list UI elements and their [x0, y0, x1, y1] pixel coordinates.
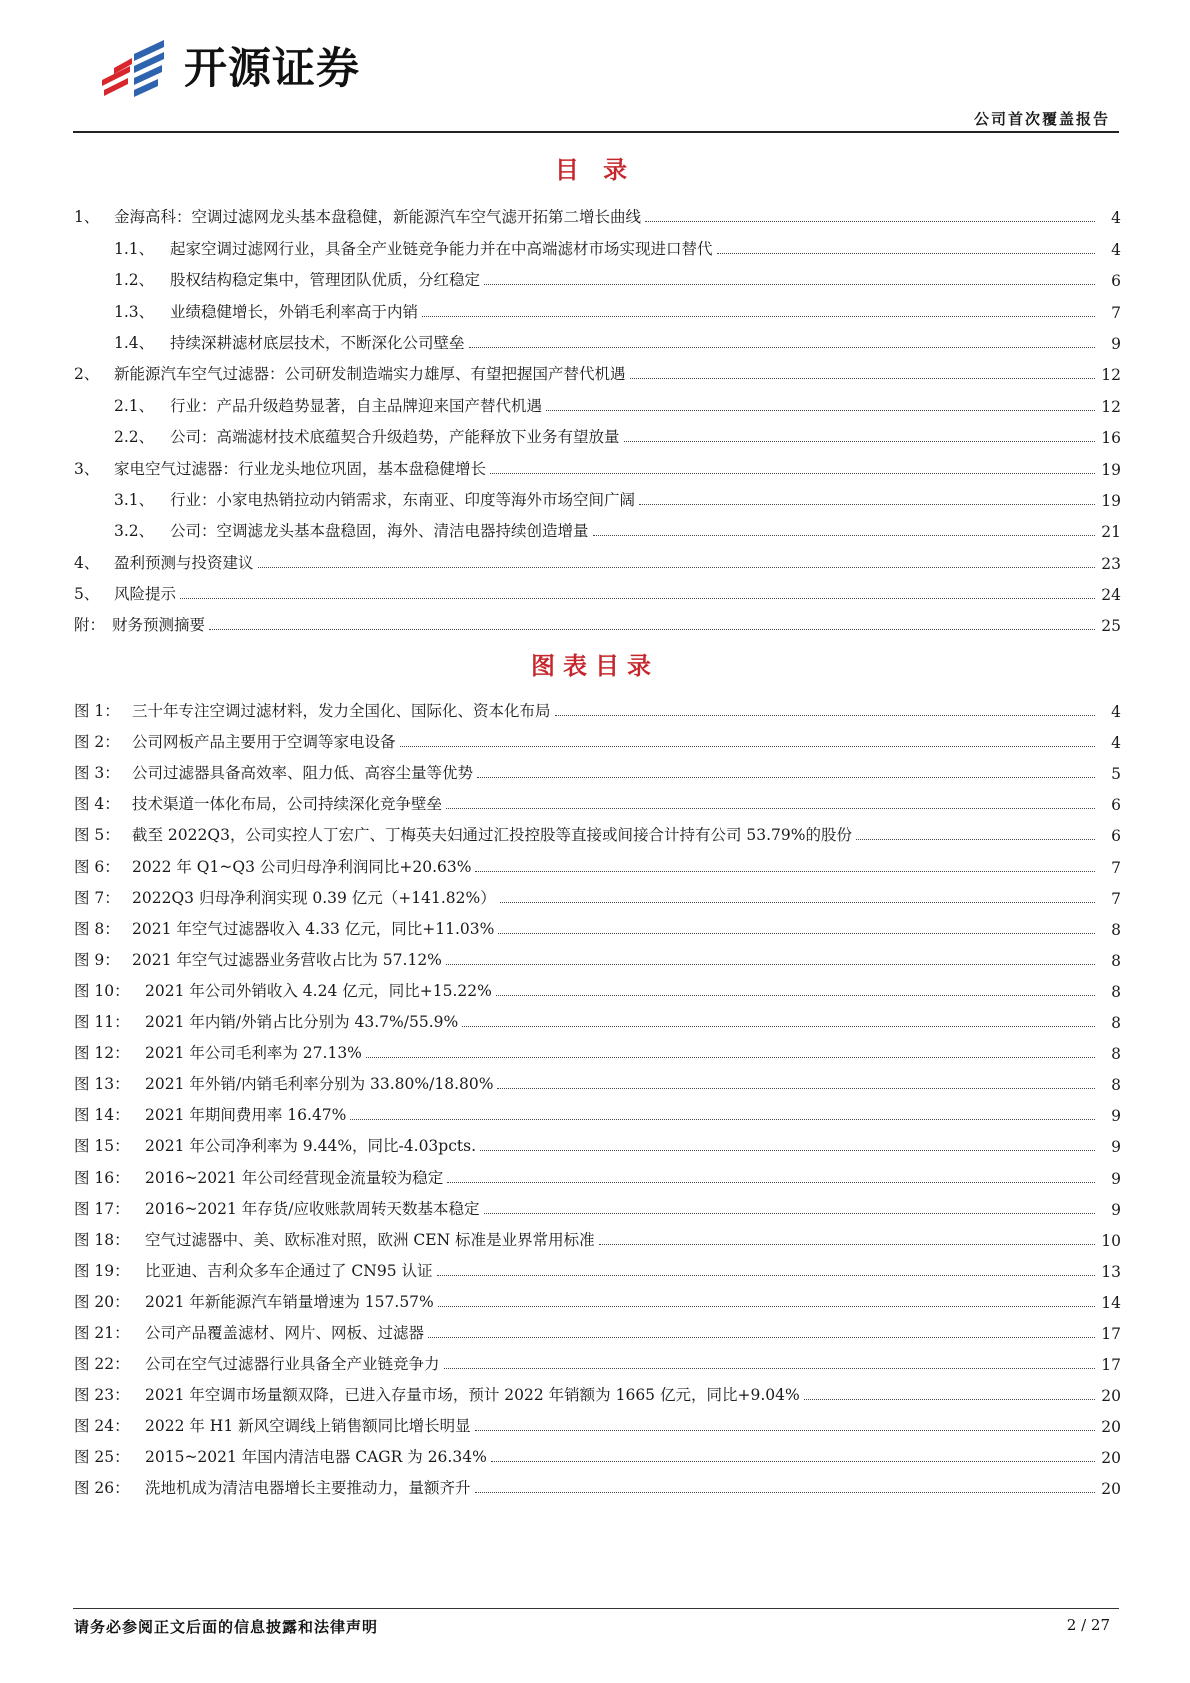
toc-entry[interactable] — [74, 227, 1121, 258]
figure-entry-title: 公司在空气过滤器行业具备全产业链竞争力 — [145, 1355, 440, 1374]
dot-leader — [437, 1275, 1095, 1276]
dot-leader — [491, 1461, 1095, 1462]
figure-entry[interactable] — [74, 1467, 1121, 1498]
dot-leader — [209, 629, 1095, 630]
figure-entry-page: 6 — [1111, 827, 1121, 846]
dot-leader — [593, 535, 1095, 536]
dot-leader — [500, 902, 1095, 903]
toc-entry-page: 24 — [1101, 586, 1121, 605]
figure-entry[interactable] — [74, 1405, 1121, 1436]
figure-entry-number: 图 20： — [74, 1292, 130, 1311]
figure-entry[interactable] — [74, 1312, 1121, 1343]
figure-entry-page: 17 — [1101, 1356, 1121, 1375]
figure-entry-number: 图 10： — [74, 981, 130, 1000]
dot-leader — [366, 1057, 1095, 1058]
table-of-contents — [74, 196, 1121, 635]
figure-entry-number: 图 24： — [74, 1417, 130, 1436]
dot-leader — [446, 808, 1095, 809]
figure-entry-page: 9 — [1111, 1169, 1121, 1188]
figure-entry-number: 图 3： — [74, 764, 120, 783]
figure-entry-number: 图 12： — [74, 1044, 130, 1063]
figure-entry-title: 2022 年 H1 新风空调线上销售额同比增长明显 — [145, 1417, 471, 1436]
figure-entry-page: 20 — [1101, 1480, 1121, 1499]
toc-entry-page: 7 — [1111, 303, 1121, 322]
figure-entry-number: 图 13： — [74, 1075, 130, 1094]
figure-entry[interactable] — [74, 1001, 1121, 1032]
figure-entry-title: 2015~2021 年国内清洁电器 CAGR 为 26.34% — [145, 1448, 487, 1467]
dot-leader — [400, 746, 1095, 747]
figure-entry-page: 20 — [1101, 1418, 1121, 1437]
figure-entry-number: 图 16： — [74, 1168, 130, 1187]
figure-entry-title: 比亚迪、吉利众多车企通过了 CN95 认证 — [145, 1261, 433, 1280]
figure-entry-title: 2021 年公司外销收入 4.24 亿元，同比+15.22% — [145, 981, 492, 1000]
toc-entry[interactable] — [74, 416, 1121, 447]
dot-leader — [546, 410, 1095, 411]
figure-entry-page: 10 — [1101, 1231, 1121, 1250]
figure-entry-title: 2021 年空气过滤器收入 4.33 亿元，同比+11.03% — [132, 919, 495, 938]
toc-entry-title: 股权结构稳定集中，管理团队优质，分红稳定 — [170, 271, 481, 290]
figure-entry-page: 9 — [1111, 1107, 1121, 1126]
figure-entry-page: 9 — [1111, 1200, 1121, 1219]
figure-entry[interactable] — [74, 1250, 1121, 1281]
dot-leader — [475, 1430, 1095, 1431]
figure-entry-page: 8 — [1111, 920, 1121, 939]
toc-entry-page: 21 — [1101, 523, 1121, 542]
figure-entry[interactable] — [74, 783, 1121, 814]
toc-entry-number: 2.2、 — [114, 428, 155, 447]
dot-leader — [498, 933, 1095, 934]
figure-entry-page: 6 — [1111, 796, 1121, 815]
toc-entry[interactable] — [74, 573, 1121, 604]
figure-entry-number: 图 22： — [74, 1355, 130, 1374]
dot-leader — [639, 504, 1095, 505]
figure-entry-page: 8 — [1111, 1076, 1121, 1095]
company-logo — [100, 40, 360, 98]
figure-entry-title: 截至 2022Q3，公司实控人丁宏广、丁梅英夫妇通过汇投控股等直接或间接合计持有公司 53.79%的股份 — [132, 826, 852, 845]
toc-entry-number: 5、 — [74, 585, 100, 604]
figure-index — [74, 690, 1121, 1498]
figure-entry-number: 图 17： — [74, 1199, 130, 1218]
figure-entry-page: 4 — [1111, 734, 1121, 753]
dot-leader — [350, 1119, 1095, 1120]
figure-entry[interactable] — [74, 721, 1121, 752]
figure-entry-number: 图 21： — [74, 1323, 130, 1342]
dot-leader — [428, 1337, 1095, 1338]
figure-entry[interactable] — [74, 845, 1121, 876]
figure-entry[interactable] — [74, 690, 1121, 721]
figure-entry-title: 2021 年期间费用率 16.47% — [145, 1106, 347, 1125]
dot-leader — [555, 715, 1095, 716]
toc-entry-number: 附： — [74, 616, 106, 635]
figure-entry-number: 图 2： — [74, 733, 120, 752]
figure-entry[interactable] — [74, 1063, 1121, 1094]
figure-entry-number: 图 25： — [74, 1448, 130, 1467]
figure-entry-number: 图 1： — [74, 702, 120, 721]
figure-entry-page: 17 — [1101, 1324, 1121, 1343]
figure-entry-title: 公司过滤器具备高效率、阻力低、高容尘量等优势 — [132, 764, 474, 783]
dot-leader — [438, 1306, 1095, 1307]
toc-entry-number: 3、 — [74, 459, 100, 478]
dot-leader — [496, 995, 1095, 996]
figure-entry-number: 图 6： — [74, 857, 120, 876]
figure-entry-number: 图 15： — [74, 1137, 130, 1156]
figure-entry-number: 图 26： — [74, 1479, 130, 1498]
figure-entry-page: 8 — [1111, 1045, 1121, 1064]
figure-entry[interactable] — [74, 1094, 1121, 1125]
figure-entry-title: 2021 年公司净利率为 9.44%，同比-4.03pcts. — [145, 1137, 477, 1156]
figure-entry[interactable] — [74, 970, 1121, 1001]
figure-entry[interactable] — [74, 1032, 1121, 1063]
dot-leader — [630, 378, 1095, 379]
figure-entry-number: 图 14： — [74, 1106, 130, 1125]
figure-entry-title: 2021 年空气过滤器业务营收占比为 57.12% — [132, 950, 442, 969]
figure-entry-title: 公司产品覆盖滤材、网片、网板、过滤器 — [145, 1323, 425, 1342]
figure-entry[interactable] — [74, 877, 1121, 908]
figure-entry-title: 空气过滤器中、美、欧标准对照，欧洲 CEN 标准是业界常用标准 — [145, 1230, 595, 1249]
figure-entry[interactable] — [74, 1156, 1121, 1187]
toc-entry-page: 4 — [1111, 240, 1121, 259]
dot-leader — [180, 598, 1095, 599]
figure-entry-page: 8 — [1111, 982, 1121, 1001]
figure-entry-page: 20 — [1101, 1449, 1121, 1468]
figure-entry-page: 8 — [1111, 1014, 1121, 1033]
figure-entry-number: 图 18： — [74, 1230, 130, 1249]
dot-leader — [645, 221, 1095, 222]
figure-entry-page: 7 — [1111, 858, 1121, 877]
figure-entry-number: 图 11： — [74, 1013, 130, 1032]
toc-entry-number: 1.1、 — [114, 239, 155, 258]
logo-mark-icon — [100, 40, 168, 98]
figure-entry-title: 三十年专注空调过滤材料，发力全国化、国际化、资本化布局 — [132, 702, 551, 721]
figure-entry-title: 2022 年 Q1~Q3 公司归母净利润同比+20.63% — [132, 857, 472, 876]
toc-entry[interactable] — [74, 447, 1121, 478]
header-divider — [73, 131, 1119, 133]
figure-entry[interactable] — [74, 1436, 1121, 1467]
toc-entry-title: 行业：小家电热销拉动内销需求，东南亚、印度等海外市场空间广阔 — [170, 490, 636, 509]
toc-entry-number: 4、 — [74, 553, 100, 572]
toc-entry-title: 财务预测摘要 — [112, 616, 206, 635]
figure-entry[interactable] — [74, 1188, 1121, 1219]
figures-title: 图表目录 — [531, 652, 659, 680]
figure-entry-number: 图 9： — [74, 950, 120, 969]
footer-divider — [73, 1608, 1119, 1609]
toc-entry-title: 业绩稳健增长，外销毛利率高于内销 — [170, 302, 419, 321]
toc-entry-page: 23 — [1101, 554, 1121, 573]
dot-leader — [490, 473, 1095, 474]
toc-entry-page: 25 — [1101, 617, 1121, 636]
figure-entry[interactable] — [74, 908, 1121, 939]
figure-entry[interactable] — [74, 1343, 1121, 1374]
footer-disclaimer: 请务必参阅正文后面的信息披露和法律声明 — [74, 1618, 379, 1636]
figure-entry-number: 图 4： — [74, 795, 120, 814]
toc-entry-number: 1.3、 — [114, 302, 155, 321]
dot-leader — [484, 284, 1095, 285]
toc-entry-page: 9 — [1111, 334, 1121, 353]
dot-leader — [497, 1088, 1095, 1089]
toc-entry-title: 公司：高端滤材技术底蕴契合升级趋势，产能释放下业务有望放量 — [170, 428, 620, 447]
dot-leader — [446, 964, 1095, 965]
toc-entry-page: 16 — [1101, 429, 1121, 448]
toc-entry-page: 12 — [1101, 366, 1121, 385]
toc-entry-number: 1.2、 — [114, 271, 155, 290]
toc-entry-title: 新能源汽车空气过滤器：公司研发制造端实力雄厚、有望把握国产替代机遇 — [114, 365, 626, 384]
toc-entry-number: 1、 — [74, 208, 100, 227]
toc-entry-title: 行业：产品升级趋势显著，自主品牌迎来国产替代机遇 — [170, 396, 543, 415]
figure-entry-page: 20 — [1101, 1387, 1121, 1406]
figure-entry[interactable] — [74, 939, 1121, 970]
toc-entry[interactable] — [74, 479, 1121, 510]
figure-entry-page: 7 — [1111, 889, 1121, 908]
figure-entry-title: 2021 年空调市场量额双降，已进入存量市场，预计 2022 年销额为 1665 亿元，同比+9.04% — [145, 1386, 800, 1405]
toc-entry[interactable] — [74, 290, 1121, 321]
dot-leader — [475, 1492, 1095, 1493]
toc-entry[interactable] — [74, 541, 1121, 572]
figure-entry[interactable] — [74, 1219, 1121, 1250]
figure-entry-page: 4 — [1111, 703, 1121, 722]
figure-entry-title: 2021 年内销/外销占比分别为 43.7%/55.9% — [145, 1013, 459, 1032]
figure-entry-title: 洗地机成为清洁电器增长主要推动力，量额齐升 — [145, 1479, 471, 1498]
toc-entry-number: 2、 — [74, 365, 100, 384]
toc-entry-title: 持续深耕滤材底层技术，不断深化公司壁垒 — [170, 333, 465, 352]
figure-entry-number: 图 7： — [74, 888, 120, 907]
toc-entry-page: 19 — [1101, 491, 1121, 510]
toc-entry-page: 4 — [1111, 209, 1121, 228]
dot-leader — [469, 347, 1095, 348]
page-number: 2 / 27 — [1066, 1616, 1110, 1634]
toc-entry-title: 起家空调过滤网行业，具备全产业链竞争能力并在中高端滤材市场实现进口替代 — [170, 239, 713, 258]
figure-entry-page: 5 — [1111, 765, 1121, 784]
dot-leader — [717, 253, 1095, 254]
toc-entry-title: 盈利预测与投资建议 — [114, 553, 254, 572]
toc-entry[interactable] — [74, 604, 1121, 635]
dot-leader — [258, 567, 1095, 568]
toc-entry[interactable] — [74, 259, 1121, 290]
dot-leader — [804, 1399, 1095, 1400]
figure-entry[interactable] — [74, 1125, 1121, 1156]
toc-entry-title: 家电空气过滤器：行业龙头地位巩固，基本盘稳健增长 — [114, 459, 487, 478]
toc-entry-title: 风险提示 — [114, 585, 177, 604]
figure-entry-number: 图 19： — [74, 1261, 130, 1280]
figure-entry-page: 14 — [1101, 1293, 1121, 1312]
dot-leader — [856, 839, 1095, 840]
dot-leader — [422, 316, 1095, 317]
toc-entry-title: 公司：空调滤龙头基本盘稳固，海外、清洁电器持续创造增量 — [170, 522, 589, 541]
toc-entry[interactable] — [74, 322, 1121, 353]
figure-entry[interactable] — [74, 814, 1121, 845]
dot-leader — [477, 777, 1095, 778]
toc-entry[interactable] — [74, 353, 1121, 384]
figure-entry-title: 2016~2021 年存货/应收账款周转天数基本稳定 — [145, 1199, 480, 1218]
toc-entry[interactable] — [74, 510, 1121, 541]
figure-entry-page: 13 — [1101, 1262, 1121, 1281]
dot-leader — [480, 1150, 1095, 1151]
toc-entry[interactable] — [74, 196, 1121, 227]
figure-entry-title: 2021 年公司毛利率为 27.13% — [145, 1044, 362, 1063]
figure-entry-title: 技术渠道一体化布局，公司持续深化竞争壁垒 — [132, 795, 443, 814]
toc-title: 目 录 — [554, 156, 636, 184]
figure-entry-title: 2021 年外销/内销毛利率分别为 33.80%/18.80% — [145, 1075, 494, 1094]
toc-entry-title: 金海高科：空调过滤网龙头基本盘稳健，新能源汽车空气滤开拓第二增长曲线 — [114, 208, 642, 227]
toc-entry-number: 3.1、 — [114, 490, 155, 509]
logo-text: 开源证券 — [184, 43, 360, 94]
report-type-label: 公司首次覆盖报告 — [973, 110, 1110, 128]
dot-leader — [599, 1244, 1095, 1245]
dot-leader — [447, 1182, 1095, 1183]
toc-entry-number: 1.4、 — [114, 333, 155, 352]
figure-entry-number: 图 5： — [74, 826, 120, 845]
figure-entry-title: 2016~2021 年公司经营现金流量较为稳定 — [145, 1168, 444, 1187]
figure-entry-page: 8 — [1111, 951, 1121, 970]
toc-entry-page: 12 — [1101, 397, 1121, 416]
figure-entry-number: 图 8： — [74, 919, 120, 938]
dot-leader — [444, 1368, 1095, 1369]
figure-entry-title: 2021 年新能源汽车销量增速为 157.57% — [145, 1292, 434, 1311]
toc-entry-number: 2.1、 — [114, 396, 155, 415]
figure-entry[interactable] — [74, 752, 1121, 783]
figure-entry[interactable] — [74, 1374, 1121, 1405]
figure-entry[interactable] — [74, 1281, 1121, 1312]
figure-entry-number: 图 23： — [74, 1386, 130, 1405]
dot-leader — [624, 441, 1095, 442]
figure-entry-title: 公司网板产品主要用于空调等家电设备 — [132, 733, 396, 752]
dot-leader — [484, 1213, 1095, 1214]
toc-entry[interactable] — [74, 384, 1121, 415]
figure-entry-title: 2022Q3 归母净利润实现 0.39 亿元（+141.82%） — [132, 888, 496, 907]
page-header — [0, 0, 1190, 136]
dot-leader — [462, 1026, 1095, 1027]
toc-entry-page: 19 — [1101, 460, 1121, 479]
dot-leader — [475, 871, 1095, 872]
toc-entry-number: 3.2、 — [114, 522, 155, 541]
figure-entry-page: 9 — [1111, 1138, 1121, 1157]
toc-entry-page: 6 — [1111, 272, 1121, 291]
